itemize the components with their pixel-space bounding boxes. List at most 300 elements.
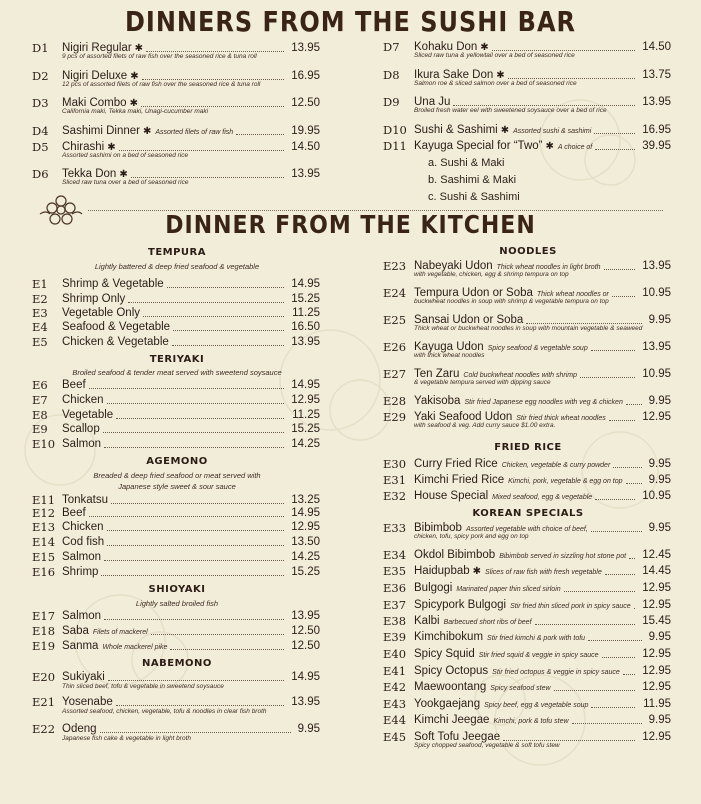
category-description: Lightly salted broiled fish — [135, 599, 219, 608]
item-name-text: Sukiyaki — [62, 671, 105, 683]
dot-leader — [508, 78, 635, 79]
dot-leader — [89, 516, 284, 517]
item-price: 9.95 — [648, 314, 671, 326]
star-icon: ✱ — [496, 70, 505, 81]
dot-leader — [595, 499, 635, 500]
item-price: 9.95 — [297, 723, 320, 735]
star-icon: ✱ — [472, 566, 482, 577]
category-title: TEMPURA — [148, 247, 206, 258]
item-name — [62, 378, 86, 392]
dot-leader — [623, 674, 635, 675]
item-code: D5 — [32, 140, 49, 154]
item-price: 13.25 — [291, 494, 320, 506]
dot-leader — [626, 404, 642, 405]
item-name-text: Nabeyaki Udon — [414, 260, 493, 272]
item-price: 16.95 — [642, 124, 671, 136]
item-name-text: Spicypork Bulgogi — [414, 599, 507, 611]
item-name-text: Spicy Squid — [414, 648, 475, 660]
item-inline-description: Thick wheat noodles or — [536, 291, 609, 298]
item-name-text: Vegetable — [62, 409, 114, 421]
item-name — [414, 564, 602, 580]
item-description: Broiled fresh water eel with sweetened soysauce over a bed of rice — [414, 107, 607, 114]
category-description: Breaded & deep fried seafood or meat served with — [93, 471, 261, 480]
kayuga-choice: c. Sushi & Sashimi — [428, 191, 520, 203]
item-name-text: Beef — [62, 379, 86, 391]
item-price: 12.50 — [291, 97, 320, 109]
item-name-text: Cod fish — [62, 536, 105, 548]
dot-leader — [104, 447, 284, 448]
dot-leader — [591, 531, 642, 532]
item-name-text: Nigiri Deluxe — [62, 70, 128, 82]
item-name — [62, 639, 167, 655]
item-code: E23 — [383, 259, 407, 273]
item-inline-description: Mixed seafood, egg & vegetable — [492, 494, 593, 501]
dot-leader — [492, 50, 635, 51]
dot-leader — [564, 591, 635, 592]
item-code: E16 — [32, 565, 56, 579]
item-name-text: Maewoontang — [414, 681, 487, 693]
star-icon: ✱ — [480, 42, 489, 53]
item-code: E35 — [383, 564, 407, 578]
category-title: TERIYAKI — [149, 354, 205, 365]
item-name — [414, 647, 599, 663]
item-name-text: Scallop — [62, 423, 100, 435]
item-price: 10.95 — [642, 287, 671, 299]
item-code: E37 — [383, 598, 407, 612]
dot-leader — [588, 640, 642, 641]
item-name-text: Ten Zaru — [414, 368, 460, 380]
sushi-bar-title: DINNERS FROM THE SUSHI BAR — [124, 5, 577, 39]
item-code: E29 — [383, 410, 407, 424]
item-name-text: Haidupbab — [414, 565, 470, 577]
item-price: 12.95 — [642, 648, 671, 660]
item-name — [62, 277, 164, 291]
category-title: FRIED RICE — [494, 442, 562, 453]
item-name — [414, 489, 592, 505]
item-inline-description: Spicy seafood & vegetable soup — [487, 345, 588, 352]
item-inline-description: A choice of — [557, 144, 593, 151]
item-inline-description: Stir fried Japanese egg noodles with veg & chicken — [464, 399, 623, 406]
item-code: E20 — [32, 670, 56, 684]
item-name — [62, 624, 148, 640]
item-price: 14.95 — [291, 278, 320, 290]
item-inline-description: Assorted filets of raw fish — [155, 129, 234, 136]
item-inline-description: Slices of raw fish with fresh vegetable — [485, 569, 602, 576]
item-price: 9.95 — [648, 458, 671, 470]
dot-leader — [116, 418, 284, 419]
item-name-text: Vegetable Only — [62, 307, 141, 319]
item-price: 14.50 — [642, 41, 671, 53]
item-code: D1 — [32, 41, 49, 55]
dot-leader — [108, 680, 284, 681]
item-code: E2 — [32, 292, 48, 306]
dot-leader — [634, 608, 635, 609]
item-inline-description: Chicken, vegetable & curry powder — [501, 462, 611, 469]
item-name — [414, 473, 623, 489]
item-code: D10 — [383, 123, 407, 137]
item-name — [62, 506, 86, 520]
item-code: D11 — [383, 139, 407, 153]
item-price: 12.95 — [642, 731, 671, 743]
item-name-text: Chirashi — [62, 141, 105, 153]
item-price: 13.95 — [642, 96, 671, 108]
item-name — [414, 457, 610, 473]
item-name-text: Kohaku Don — [414, 41, 478, 53]
item-description: Assorted seafood, chicken, vegetable, tofu & noodles in clear fish broth — [62, 708, 267, 715]
item-name-text: Kimchibokum — [414, 631, 484, 643]
item-name — [62, 422, 100, 436]
item-inline-description: Whole mackerel pike — [102, 644, 168, 651]
item-price: 15.45 — [642, 615, 671, 627]
item-price: 12.95 — [291, 521, 320, 533]
dot-leader — [107, 530, 284, 531]
item-inline-description: Cold buckwheat noodles with shrimp — [463, 372, 578, 379]
item-name-text: Bulgogi — [414, 582, 453, 594]
item-price: 12.95 — [642, 665, 671, 677]
kitchen-title: DINNER FROM THE KITCHEN — [165, 211, 536, 240]
item-price: 12.50 — [291, 640, 320, 652]
dot-leader — [605, 574, 635, 575]
item-code: E31 — [383, 473, 407, 487]
category-description: Broiled seafood & tender meat served with sweetend soysauce — [72, 368, 282, 377]
item-price: 12.95 — [642, 599, 671, 611]
dot-leader — [143, 316, 284, 317]
item-code: E40 — [383, 647, 407, 661]
item-name-text: Saba — [62, 625, 89, 637]
item-name — [62, 408, 113, 422]
item-price: 15.25 — [291, 423, 320, 435]
item-name-text: Yookgaejang — [414, 698, 481, 710]
item-inline-description: Filets of mackerel — [92, 629, 148, 636]
item-name — [414, 630, 585, 646]
dot-leader — [170, 649, 284, 650]
item-name — [414, 581, 561, 597]
star-icon: ✱ — [130, 71, 139, 82]
dot-leader — [591, 707, 635, 708]
item-name — [62, 535, 104, 549]
item-price: 9.95 — [648, 474, 671, 486]
item-description: Assorted sashimi on a bed of seasoned rice — [62, 152, 189, 159]
dot-leader — [173, 330, 284, 331]
item-name-text: Kayuga Special for “Two” — [414, 140, 543, 152]
dot-leader — [526, 323, 641, 324]
item-name — [62, 124, 233, 140]
star-icon: ✱ — [129, 98, 138, 109]
star-icon: ✱ — [119, 169, 128, 180]
category-title: NABEMONO — [142, 658, 212, 669]
dot-leader — [167, 287, 284, 288]
star-icon: ✱ — [500, 125, 510, 136]
item-name — [414, 123, 591, 139]
dot-leader — [626, 483, 642, 484]
item-code: D3 — [32, 96, 49, 110]
dot-leader — [151, 634, 284, 635]
item-price: 11.95 — [643, 698, 671, 710]
item-description: with seafood & veg. Add curry sauce $1.00 extra. — [414, 422, 556, 429]
item-price: 14.95 — [291, 507, 320, 519]
item-name-text: Seafood & Vegetable — [62, 321, 171, 333]
item-name — [62, 670, 105, 684]
item-name — [414, 139, 592, 155]
star-icon: ✱ — [107, 142, 116, 153]
item-name — [62, 493, 108, 507]
item-price: 9.95 — [648, 522, 671, 534]
item-name-text: Ikura Sake Don — [414, 69, 494, 81]
item-name-text: Tempura Udon or Soba — [414, 287, 533, 299]
item-name-text: Sushi & Sashimi — [414, 124, 498, 136]
item-name — [62, 437, 101, 451]
item-description: 12 pcs of assorted filets of raw fish over the seasoned rice & tuna roll — [62, 81, 261, 88]
item-code: E5 — [32, 335, 48, 349]
item-name-text: Kayuga Udon — [414, 341, 484, 353]
item-name-text: Spicy Octopus — [414, 665, 489, 677]
item-code: E14 — [32, 535, 56, 549]
item-price: 9.95 — [648, 395, 671, 407]
item-code: D4 — [32, 124, 49, 138]
item-price: 14.45 — [642, 565, 671, 577]
star-icon: ✱ — [545, 141, 554, 152]
dot-leader — [131, 177, 284, 178]
dot-leader — [503, 740, 635, 741]
item-price: 15.25 — [291, 293, 320, 305]
item-code: E39 — [383, 630, 407, 644]
item-description: Japanese fish cake & vegetable in light broth — [62, 735, 192, 742]
item-inline-description: Spicy seafood stew — [490, 685, 551, 692]
dot-leader — [604, 269, 635, 270]
item-name-text: Sashimi Dinner — [62, 125, 140, 137]
item-name-text: Yakisoba — [414, 395, 461, 407]
dot-leader — [172, 345, 284, 346]
item-name-text: Tonkatsu — [62, 494, 109, 506]
item-code: E42 — [383, 680, 407, 694]
item-name-text: Yaki Seafood Udon — [414, 411, 513, 423]
item-code: E3 — [32, 306, 48, 320]
category-description: Japanese style sweet & sour sauce — [118, 482, 236, 491]
dot-leader — [107, 545, 284, 546]
item-price: 16.50 — [291, 321, 320, 333]
dot-leader — [453, 105, 635, 106]
item-name-text: Salmon — [62, 438, 101, 450]
item-name-text: Okdol Bibimbob — [414, 549, 496, 561]
dot-leader — [116, 705, 284, 706]
dot-leader — [591, 350, 635, 351]
item-code: E38 — [383, 614, 407, 628]
item-name-text: Beef — [62, 507, 86, 519]
item-code: E4 — [32, 320, 48, 334]
item-name-text: Nigiri Regular — [62, 42, 132, 54]
dot-leader — [594, 133, 635, 134]
item-name-text: Shrimp & Vegetable — [62, 278, 164, 290]
item-code: E34 — [383, 548, 407, 562]
item-description: Sliced raw tuna over a bed of seasoned rice — [62, 179, 189, 186]
dot-leader — [236, 134, 284, 135]
dot-leader — [89, 388, 284, 389]
item-name — [62, 320, 170, 334]
item-code: E25 — [383, 313, 407, 327]
item-name-text: Chicken & Vegetable — [62, 336, 169, 348]
item-code: E13 — [32, 520, 56, 534]
item-name-text: Salmon — [62, 610, 101, 622]
item-price: 13.95 — [642, 260, 671, 272]
item-name — [62, 565, 98, 579]
item-price: 16.95 — [291, 70, 320, 82]
item-name-text: Shrimp Only — [62, 293, 126, 305]
item-code: E43 — [383, 697, 407, 711]
item-name — [414, 614, 532, 630]
dot-leader — [104, 560, 284, 561]
item-name-text: Salmon — [62, 551, 101, 563]
item-price: 13.95 — [291, 168, 320, 180]
item-description: chicken, tofu, spicy pork and egg on top — [414, 533, 529, 540]
item-inline-description: Stir fried octopus & veggie in spicy sauce — [492, 669, 620, 676]
item-price: 14.95 — [291, 671, 320, 683]
item-price: 13.95 — [291, 696, 320, 708]
item-inline-description: Stir fried thin sliced pork in spicy sauce — [510, 603, 631, 610]
item-name — [62, 292, 125, 306]
item-name — [414, 598, 631, 614]
item-code: E45 — [383, 730, 407, 744]
item-inline-description: Marinated paper thin sliced sirloin — [456, 586, 561, 593]
item-code: D9 — [383, 95, 400, 109]
item-code: D2 — [32, 69, 49, 83]
dot-leader — [612, 296, 635, 297]
item-name-text: Maki Combo — [62, 97, 127, 109]
dot-leader — [535, 624, 635, 625]
kayuga-choice: a. Sushi & Maki — [428, 157, 505, 169]
item-name-text: House Special — [414, 490, 489, 502]
item-name — [414, 548, 626, 564]
item-name-text: Kalbi — [414, 615, 440, 627]
item-price: 14.25 — [291, 551, 320, 563]
item-price: 10.95 — [642, 490, 671, 502]
dot-leader — [141, 106, 284, 107]
item-price: 13.50 — [291, 536, 320, 548]
item-price: 14.50 — [291, 141, 320, 153]
kayuga-choice: b. Sashimi & Maki — [428, 174, 517, 186]
item-price: 13.95 — [291, 336, 320, 348]
dot-leader — [595, 149, 635, 150]
star-icon: ✱ — [142, 126, 152, 137]
item-price: 9.95 — [648, 714, 671, 726]
item-price: 14.25 — [291, 438, 320, 450]
dot-leader — [100, 732, 291, 733]
item-code: E19 — [32, 639, 56, 653]
item-code: D7 — [383, 40, 400, 54]
item-price: 39.95 — [642, 140, 671, 152]
item-name — [62, 609, 101, 623]
dot-leader — [629, 558, 635, 559]
category-title: KOREAN SPECIALS — [472, 508, 584, 519]
item-price: 11.25 — [292, 307, 320, 319]
item-code: E36 — [383, 581, 407, 595]
item-code: E12 — [32, 506, 56, 520]
item-description: with thick wheat noodles — [414, 352, 485, 359]
item-inline-description: Assorted vegetable with choice of beef, — [465, 526, 588, 533]
item-code: E30 — [383, 457, 407, 471]
item-code: E7 — [32, 393, 48, 407]
item-code: D8 — [383, 68, 400, 82]
item-price: 13.95 — [291, 42, 320, 54]
item-description: Spicy chopped seafood, vegetable & soft tofu stew — [414, 742, 560, 749]
dot-leader — [103, 432, 284, 433]
item-name-text: Sanma — [62, 640, 99, 652]
item-name — [414, 664, 620, 680]
item-code: E24 — [383, 286, 407, 300]
item-code: E28 — [383, 394, 407, 408]
item-price: 15.25 — [291, 566, 320, 578]
item-price: 12.95 — [642, 582, 671, 594]
item-code: E22 — [32, 722, 56, 736]
item-price: 11.25 — [292, 409, 320, 421]
item-price: 12.50 — [291, 625, 320, 637]
item-price: 13.95 — [642, 341, 671, 353]
item-price: 12.45 — [642, 549, 671, 561]
item-code: E26 — [383, 340, 407, 354]
dot-leader — [111, 503, 284, 504]
dot-leader — [142, 79, 284, 80]
item-name — [62, 306, 140, 320]
category-description: Lightly battered & deep fried seafood & vegetable — [94, 262, 260, 271]
item-name-text: Shrimp — [62, 566, 99, 578]
item-price: 19.95 — [291, 125, 320, 137]
item-code: E44 — [383, 713, 407, 727]
item-name-text: Yosenabe — [62, 696, 113, 708]
item-name-text: Bibimbob — [414, 522, 462, 534]
item-name-text: Chicken — [62, 521, 104, 533]
item-description: Salmon roe & sliced salmon over a bed of seasoned rice — [414, 80, 577, 87]
dot-leader — [107, 403, 284, 404]
item-inline-description: Assorted sushi & sashimi — [513, 128, 592, 135]
item-code: E15 — [32, 550, 56, 564]
item-code: E18 — [32, 624, 56, 638]
dot-leader — [572, 723, 642, 724]
item-price: 12.95 — [642, 681, 671, 693]
item-description: Thin sliced beef, tofu & vegetable in sweetend soysauce — [62, 683, 224, 690]
dot-leader — [146, 51, 284, 52]
item-name — [414, 394, 623, 410]
item-price: 10.95 — [642, 368, 671, 380]
category-title: AGEMONO — [146, 456, 208, 467]
item-code: E33 — [383, 521, 407, 535]
dot-leader — [609, 420, 635, 421]
item-code: E27 — [383, 367, 407, 381]
category-title: NOODLES — [499, 246, 557, 257]
item-name-text: Soft Tofu Jeegae — [414, 731, 501, 743]
dot-leader — [602, 657, 635, 658]
item-description: 9 pcs of assorted filets of raw fish over the seasoned rice & tuna roll — [62, 53, 257, 60]
item-code: E32 — [383, 489, 407, 503]
item-price: 14.95 — [291, 379, 320, 391]
item-name-text: Curry Fried Rice — [414, 458, 498, 470]
item-code: E41 — [383, 664, 407, 678]
item-code: E10 — [32, 437, 56, 451]
dot-leader — [119, 150, 284, 151]
item-name — [62, 335, 169, 349]
item-name-text: Sansai Udon or Soba — [414, 314, 524, 326]
item-inline-description: Stir fried kimchi & pork with tofu — [487, 635, 586, 642]
item-name-text: Chicken — [62, 394, 104, 406]
item-description: Sliced raw tuna & yellowtail over a bed of seasoned rice — [414, 52, 575, 59]
item-description: California maki, Tekka maki, Unagi-cucumber maki — [62, 108, 209, 115]
item-name — [62, 695, 113, 709]
item-description: with vegetable, chicken, egg & shrimp tempura on top — [414, 271, 569, 278]
item-name-text: Kimchi Jeegae — [414, 714, 490, 726]
item-description: & vegetable tempura served with dipping sauce — [414, 379, 551, 386]
item-description: Thick wheat or buckwheat noodles in soup with mountain vegetable & seaweed — [414, 325, 643, 332]
item-name-text: Kimchi Fried Rice — [414, 474, 505, 486]
dot-leader — [104, 619, 284, 620]
category-title: SHIOYAKI — [148, 584, 206, 595]
